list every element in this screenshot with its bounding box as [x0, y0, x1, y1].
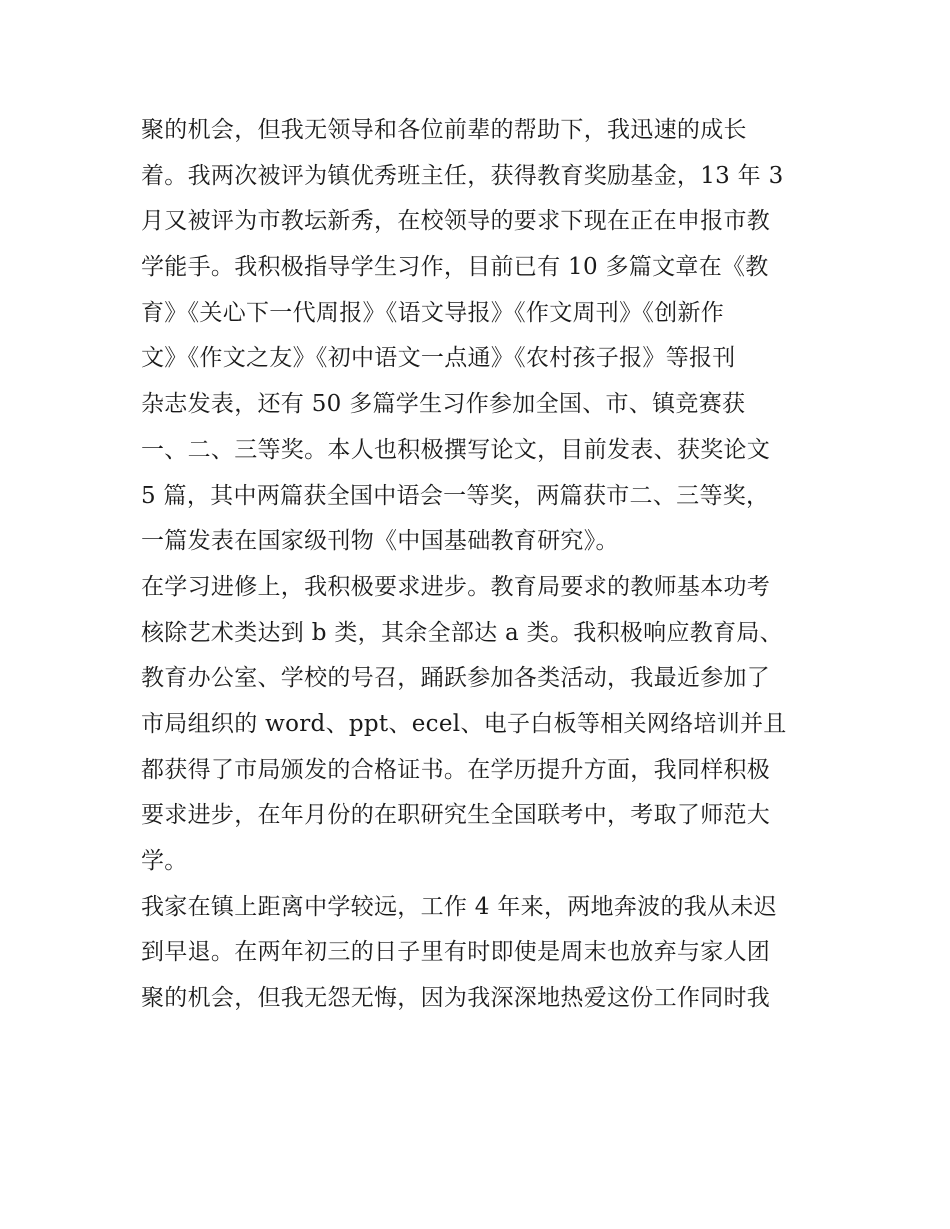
text-line: 市局组织的 word、ppt、ecel、电子白板等相关网络培训并且: [141, 710, 787, 737]
text-line: 都获得了市局颁发的合格证书。在学历提升方面，我同样积极: [141, 756, 771, 783]
text-line: 学能手。我积极指导学生习作，目前已有 10 多篇文章在《教: [141, 254, 769, 281]
text-line: 月又被评为市教坛新秀，在校领导的要求下现在正在申报市教: [141, 208, 771, 235]
text-line: 一、二、三等奖。本人也积极撰写论文，目前发表、获奖论文: [141, 436, 771, 463]
text-line: 杂志发表，还有 50 多篇学生习作参加全国、市、镇竞赛获: [141, 391, 746, 418]
text-line: 我家在镇上距离中学较远，工作 4 年来，两地奔波的我从未迟: [141, 893, 777, 920]
text-line: 到早退。在两年初三的日子里有时即使是周末也放弃与家人团: [141, 939, 771, 966]
text-line: 一篇发表在国家级刊物《中国基础教育研究》。: [141, 528, 619, 555]
text-line: 要求进步，在年月份的在职研究生全国联考中，考取了师范大: [141, 802, 771, 829]
text-line: 教育办公室、学校的号召，踊跃参加各类活动，我最近参加了: [141, 665, 771, 692]
text-line: 育》《关心下一代周报》《语文导报》《作文周刊》《创新作: [141, 299, 725, 326]
text-line: 聚的机会，但我无领导和各位前辈的帮助下，我迅速的成长: [141, 117, 747, 143]
text-line: 着。我两次被评为镇优秀班主任，获得教育奖励基金，13 年 3: [141, 162, 784, 189]
text-line: 在学习进修上，我积极要求进步。教育局要求的教师基本功考: [141, 573, 771, 600]
document-body: [141, 108, 831, 1022]
text-line: 5 篇，其中两篇获全国中语会一等奖，两篇获市二、三等奖，: [141, 482, 770, 509]
text-line: 聚的机会，但我无怨无悔，因为我深深地热爱这份工作同时我: [141, 985, 771, 1012]
text-line: 文》《作文之友》《初中语文一点通》《农村孩子报》等报刊: [141, 345, 736, 372]
text-line: 核除艺术类达到 b 类，其余全部达 a 类。我积极响应教育局、: [141, 619, 783, 646]
text-line: 学。: [141, 848, 188, 874]
